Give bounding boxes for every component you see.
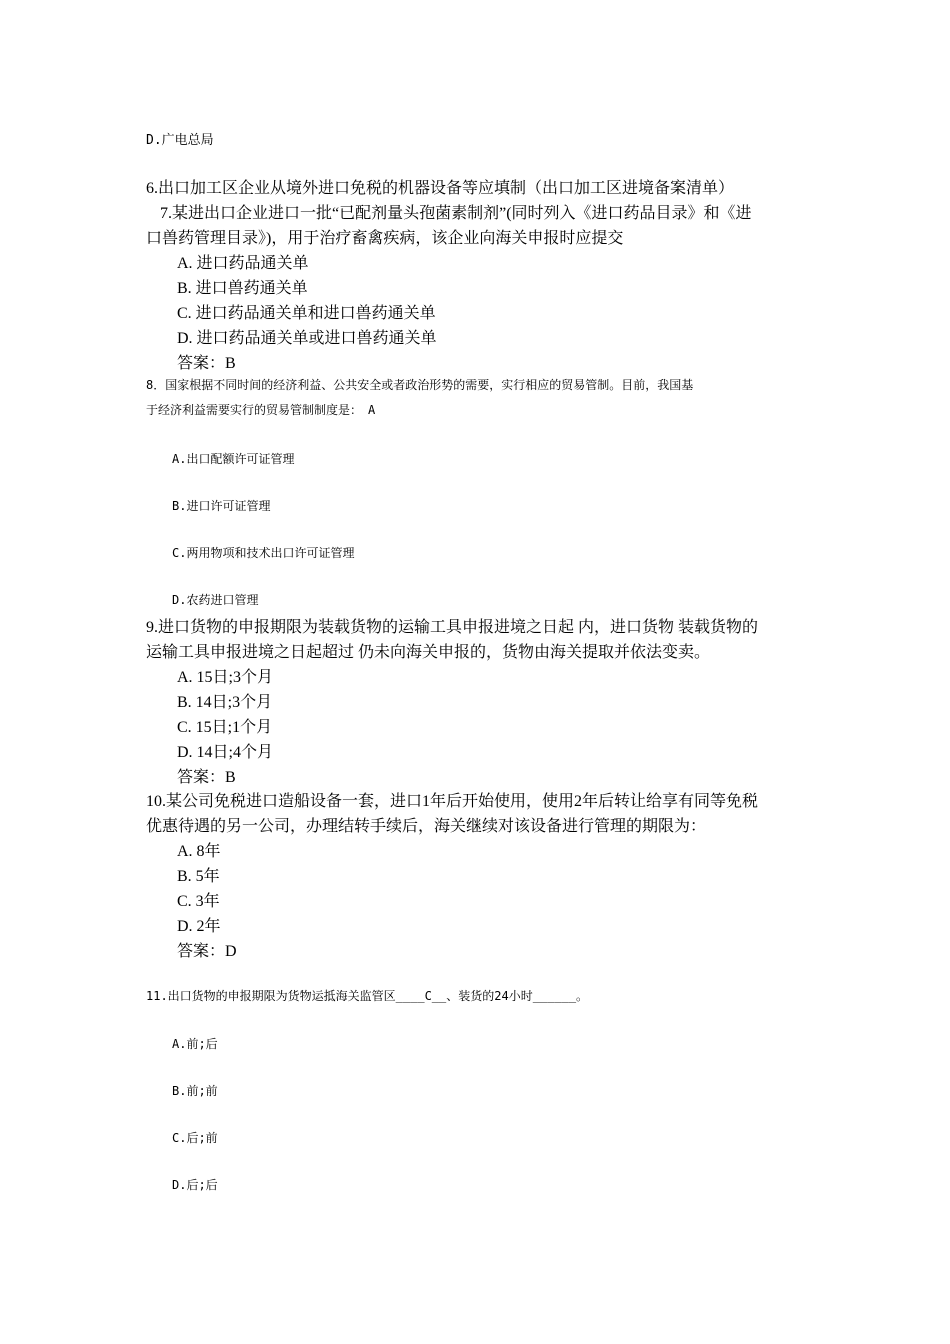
- question-8-option-a: A.出口配额许可证管理: [172, 452, 295, 466]
- question-10-line-2: 优惠待遇的另一公司，办理结转手续后，海关继续对该设备进行管理的期限为：: [146, 818, 707, 835]
- question-10-option-c: C. 3年: [177, 893, 220, 910]
- question-11-option-b: B.前;前: [172, 1084, 218, 1098]
- question-7-option-b: B. 进口兽药通关单: [177, 280, 308, 297]
- question-6-text: 6.出口加工区企业从境外进口免税的机器设备等应填制（出口加工区进境备案清单）: [146, 180, 735, 197]
- question-7-option-c: C. 进口药品通关单和进口兽药通关单: [177, 305, 436, 322]
- question-11-option-d: D.后;后: [172, 1178, 218, 1192]
- question-11-option-a: A.前;后: [172, 1037, 218, 1051]
- question-10-option-b: B. 5年: [177, 868, 220, 885]
- question-8-option-b: B.进口许可证管理: [172, 499, 271, 513]
- question-7-answer: 答案：B: [177, 355, 236, 372]
- question-9-line-2: 运输工具申报进境之日起超过 仍未向海关申报的，货物由海关提取并依法变卖。: [146, 644, 711, 661]
- question-7-option-a: A. 进口药品通关单: [177, 255, 309, 272]
- question-9-option-d: D. 14日;4个月: [177, 744, 274, 761]
- question-9-option-c: C. 15日;1个月: [177, 719, 273, 736]
- question-9-option-b: B. 14日;3个月: [177, 694, 273, 711]
- question-9-answer: 答案：B: [177, 769, 236, 786]
- question-8-option-c: C.两用物项和技术出口许可证管理: [172, 546, 355, 560]
- question-5-option-d: D.广电总局: [146, 133, 214, 148]
- question-10-option-a: A. 8年: [177, 843, 221, 860]
- question-10-line-1: 10.某公司免税进口造船设备一套，进口1年后开始使用，使用2年后转让给享有同等免税: [146, 793, 759, 810]
- question-9-option-a: A. 15日;3个月: [177, 669, 274, 686]
- question-9-line-1: 9.进口货物的申报期限为装载货物的运输工具申报进境之日起 内，进口货物 装载货物的: [146, 619, 759, 636]
- question-11-text: 11.出口货物的申报期限为货物运抵海关监管区____C__、装货的24小时______。: [146, 989, 589, 1003]
- question-10-option-d: D. 2年: [177, 918, 221, 935]
- question-11-option-c: C.后;前: [172, 1131, 218, 1145]
- question-7-option-d: D. 进口药品通关单或进口兽药通关单: [177, 330, 437, 347]
- question-10-answer: 答案：D: [177, 943, 237, 960]
- question-7-line-2: 口兽药管理目录》)，用于治疗畜禽疾病，该企业向海关申报时应提交: [146, 230, 624, 247]
- question-8-line-1: 8．国家根据不同时间的经济利益、公共安全或者政治形势的需要，实行相应的贸易管制。目前，我国基: [146, 378, 694, 392]
- question-7-line-1: 7.某进出口企业进口一批“已配剂量头孢菌素制剂”(同时列入《进口药品目录》和《进: [160, 205, 752, 222]
- question-8-option-d: D.农药进口管理: [172, 593, 259, 607]
- question-8-line-2: 于经济利益需要实行的贸易管制制度是： A: [146, 403, 376, 417]
